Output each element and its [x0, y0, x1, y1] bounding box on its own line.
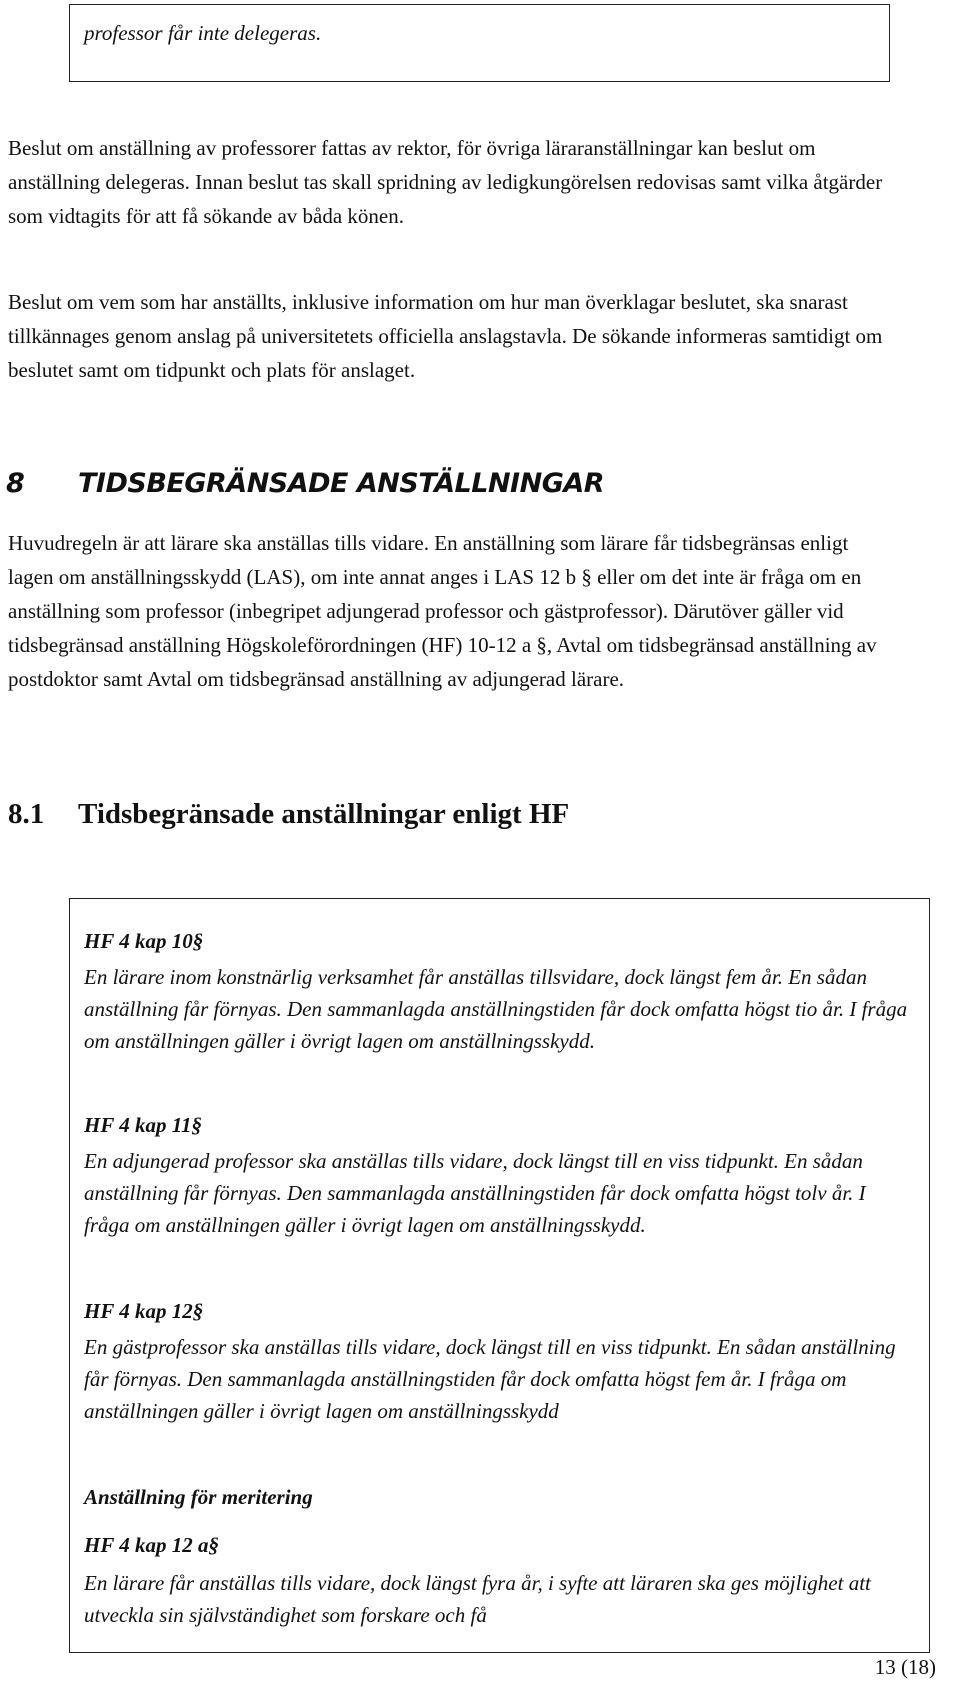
regulation-heading: HF 4 kap 12§: [84, 1299, 204, 1323]
regulation-heading: HF 4 kap 12 a§: [84, 1533, 219, 1557]
regulation-text: En gästprofessor ska anställas tills vidare, dock längst till en viss tidpunkt. En sådan anställning får förnyas. Den sammanlagda anställningstiden får dock omfatta högst fem år. I fråga om anställningen gäller i övrigt lagen om anställningsskydd: [84, 1335, 896, 1423]
quote-text: professor får inte delegeras.: [84, 21, 322, 45]
subsection-title: Tidsbegränsade anställningar enligt HF: [78, 798, 570, 830]
regulation-text: En adjungerad professor ska anställas tills vidare, dock längst till en viss tidpunkt. En sådan anställning får förnyas. Den sammanlagda anställningstiden får dock omfatta högst tolv år. I fråga om anställningen gäller i övrigt lagen om anställningsskydd.: [84, 1149, 866, 1237]
paragraph-announcement: Beslut om vem som har anställts, inklusive information om hur man överklagar beslutet, ska snarast tillkännages genom anslag på universitetets officiella anslagstavla. De sökande informeras samtidigt om beslutet samt om tidpunkt och plats för anslaget.: [8, 290, 883, 382]
regulation-heading: HF 4 kap 11§: [84, 1113, 203, 1137]
subheading-meritering: Anställning för meritering: [84, 1485, 313, 1509]
section-heading-8: [6, 468, 604, 499]
regulation-text: En lärare får anställas tills vidare, dock längst fyra år, i syfte att läraren ska ges möjlighet att utveckla sin självständighet som forskare och få: [84, 1571, 871, 1627]
regulations-box: [69, 898, 930, 1653]
page-number: 13 (18): [874, 1655, 936, 1679]
section-number: 8: [6, 468, 25, 499]
regulation-heading: HF 4 kap 10§: [84, 929, 204, 953]
subsection-heading-8-1: [8, 798, 569, 831]
paragraph-main-rule: Huvudregeln är att lärare ska anställas tills vidare. En anställning som lärare får tidsbegränsas enligt lagen om anställningsskydd (LAS), om inte annat anges i LAS 12 b § eller om det inte är fråga om en anställning som professor (inbegripet adjungerad professor och gästprofessor). Därutöver gäller vid tidsbegränsad anställning Högskoleförordningen (HF) 10-12 a §, Avtal om tidsbegränsad anställning av postdoktor samt Avtal om tidsbegränsad anställning av adjungerad lärare.: [8, 531, 877, 691]
paragraph-appointment-decision: Beslut om anställning av professorer fattas av rektor, för övriga läraranställningar kan beslut om anställning delegeras. Innan beslut tas skall spridning av ledigkungörelsen redovisas samt vilka åtgärder som vidtagits för att få sökande av båda könen.: [8, 136, 883, 228]
section-title: TIDSBEGRÄNSADE ANSTÄLLNINGAR: [78, 468, 605, 499]
quote-box-top: [69, 4, 890, 82]
regulation-text: En lärare inom konstnärlig verksamhet får anställas tillsvidare, dock längst fem år. En sådan anställning får förnyas. Den sammanlagda anställningstiden får dock omfatta högst tio år. I fråga om anställningen gäller i övrigt lagen om anställningsskydd.: [84, 965, 908, 1053]
subsection-number: 8.1: [8, 798, 45, 830]
